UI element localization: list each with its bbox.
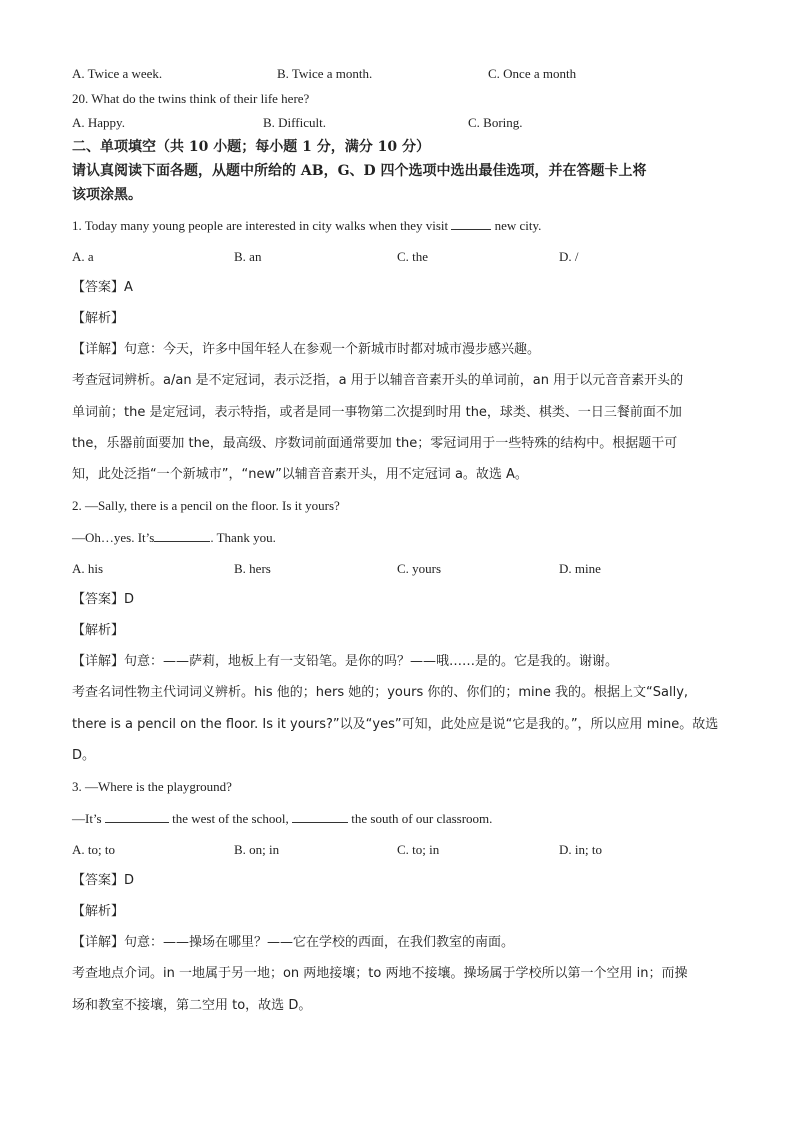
q3-stem-part-c: the south of our classroom. <box>351 811 493 826</box>
q1-explanation-1: 考查冠词辨析。a/an 是不定冠词，表示泛指，a 用于以辅音音素开头的单词前，an 用于以元音音素开头的 <box>72 373 684 388</box>
q3-option-b: B. on; in <box>234 842 280 857</box>
q3-analysis-label: 【解析】 <box>72 904 125 919</box>
q2-detail: 【详解】句意：——萨莉，地板上有一支铅笔。是你的吗？——哦……是的。它是我的。谢谢。 <box>72 654 619 669</box>
q20-stem: 20. What do the twins think of their life here? <box>72 91 310 106</box>
q3-blank-1 <box>105 810 169 823</box>
q3-option-c: C. to; in <box>397 842 440 857</box>
q3-option-d: D. in; to <box>559 842 602 857</box>
q2-explanation-2: there is a pencil on the floor. Is it yours?”以及“yes”可知，此处应是说“它是我的。”，所以应用 mine。故选 <box>72 717 719 732</box>
q2-option-c: C. yours <box>397 561 442 576</box>
q19-option-b: B. Twice a month. <box>277 66 373 81</box>
q2-stem-part-a: —Oh…yes. It’s <box>72 530 155 545</box>
q1-explanation-2: 单词前；the 是定冠词，表示特指，或者是同一事物第二次提到时用 the，球类、棋类、一日三餐前面不加 <box>72 405 682 420</box>
q20-option-c: C. Boring. <box>468 115 523 130</box>
section-instruction-1: 请认真阅读下面各题，从题中所给的 AB，G、D 四个选项中选出最佳选项，并在答题卡上将 <box>72 163 647 179</box>
q2-explanation-3: D。 <box>72 748 96 763</box>
q2-analysis-label: 【解析】 <box>72 623 125 638</box>
q2-option-a: A. his <box>72 561 104 576</box>
q1-answer: 【答案】A <box>72 280 133 295</box>
q1-option-c: C. the <box>397 249 429 264</box>
q1-option-d: D. / <box>559 249 579 264</box>
q2-option-d: D. mine <box>559 561 601 576</box>
q20-option-a: A. Happy. <box>72 115 125 130</box>
q1-explanation-4: 知，此处泛指“一个新城市”，“new”以辅音音素开头，用不定冠词 a。故选 A。 <box>72 467 528 482</box>
q3-blank-2 <box>292 810 348 823</box>
q3-answer: 【答案】D <box>72 873 135 888</box>
q20-option-b: B. Difficult. <box>263 115 326 130</box>
section-instruction-2: 该项涂黑。 <box>72 187 142 203</box>
q3-option-a: A. to; to <box>72 842 115 857</box>
q1-analysis-label: 【解析】 <box>72 311 125 326</box>
q3-stem-part-b: the west of the school, <box>172 811 289 826</box>
q3-stem-part-a: —It’s <box>72 811 102 826</box>
q1-explanation-3: the，乐器前面要加 the，最高级、序数词前面通常要加 the；零冠词用于一些特殊的结构中。根据题干可 <box>72 436 678 451</box>
q3-explanation-2: 场和教室不接壤，第二空用 to，故选 D。 <box>72 998 312 1013</box>
q1-stem <box>72 217 541 234</box>
q3-explanation-1: 考查地点介词。in 一地属于另一地；on 两地接壤；to 两地不接壤。操场属于学校所以第一个空用 in；而操 <box>72 966 688 981</box>
q19-option-a: A. Twice a week. <box>72 66 163 81</box>
q1-option-a: A. a <box>72 249 94 264</box>
q1-stem-part-b: new city. <box>494 218 542 233</box>
q2-answer: 【答案】D <box>72 592 135 607</box>
q3-stem-2 <box>72 810 492 827</box>
q3-stem-1: 3. —Where is the playground? <box>72 779 232 794</box>
q19-option-c: C. Once a month <box>488 66 577 81</box>
q3-detail: 【详解】句意：——操场在哪里？——它在学校的西面，在我们教室的南面。 <box>72 935 515 950</box>
q2-stem-1: 2. —Sally, there is a pencil on the floor. Is it yours? <box>72 498 340 513</box>
q2-explanation-1: 考查名词性物主代词词义辨析。his 他的；hers 她的；yours 你的、你们的；mine 我的。根据上文“Sally, <box>72 685 689 700</box>
q2-stem-2 <box>72 529 276 546</box>
q2-stem-part-b: . Thank you. <box>210 530 276 545</box>
q2-blank <box>154 529 210 542</box>
q1-blank <box>451 217 491 230</box>
q1-stem-part-a: 1. Today many young people are interested in city walks when they visit <box>72 218 449 233</box>
section-title: 二、单项填空（共 10 小题；每小题 1 分，满分 10 分） <box>72 139 430 155</box>
q1-detail: 【详解】句意：今天，许多中国年轻人在参观一个新城市时都对城市漫步感兴趣。 <box>72 342 541 357</box>
q2-option-b: B. hers <box>234 561 271 576</box>
q1-option-b: B. an <box>234 249 262 264</box>
